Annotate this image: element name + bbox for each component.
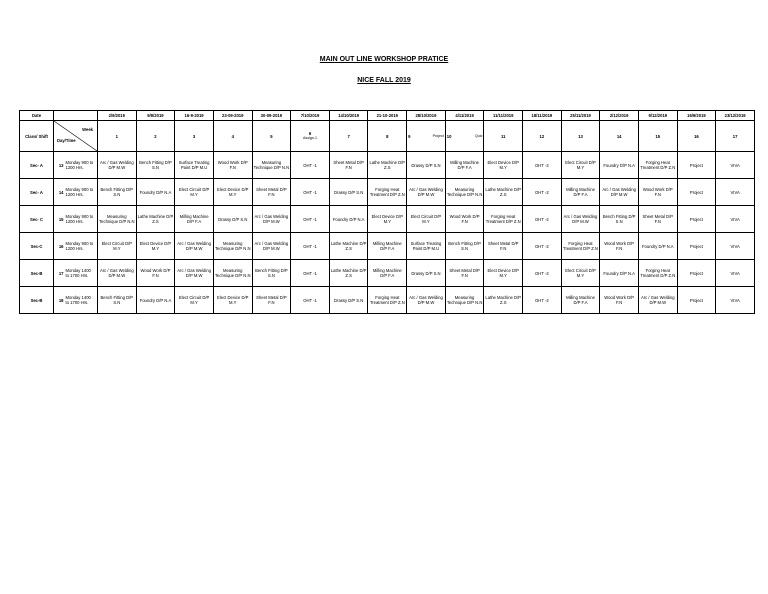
schedule-cell: Arc / Gas Welding D/P M.W [175, 260, 214, 287]
day-time-label: Day/Time [57, 138, 76, 143]
schedule-cell: Elect Device D/P M.Y [213, 287, 252, 314]
schedule-cell: Foundry D/P N.A [136, 179, 175, 206]
week-header-cell: 17 [716, 121, 755, 152]
schedule-cell: Foundry D/P N.A [136, 287, 175, 314]
schedule-cell: Forging Heat Treatment D/P Z.N [484, 206, 523, 233]
table-row [20, 233, 755, 260]
schedule-cell: Elect Circuit D/P M.Y [175, 179, 214, 206]
schedule-cell: Wood Work D/P F.N [136, 260, 175, 287]
date-header-cell: 4/11/2019 [445, 111, 484, 121]
schedule-cell: OHT -1 [291, 206, 330, 233]
date-header-cell: 2/12/2019 [600, 111, 639, 121]
week-header-cell: 12 [523, 121, 562, 152]
week-split [408, 134, 444, 139]
schedule-cell: OHT -2 [523, 152, 562, 179]
schedule-cell: Arc / Gas Welding D/P M.W [407, 179, 446, 206]
schedule-cell: OHT -2 [523, 260, 562, 287]
section-cell: Sec- A [20, 179, 54, 206]
section-cell: Sec-C [20, 233, 54, 260]
week-number: 6 [308, 131, 312, 136]
table-row [20, 179, 755, 206]
schedule-cell: OHT -2 [523, 206, 562, 233]
schedule-cell: Foundry D/P N.A [638, 233, 677, 260]
schedule-cell: Drassy D/P S.N [213, 206, 252, 233]
week-header-cell: 7 [329, 121, 368, 152]
schedule-cell: VIVA [716, 206, 755, 233]
schedule-cell: Sheet Metal D/P F.N [638, 206, 677, 233]
schedule-cell: Project [677, 179, 716, 206]
schedule-cell: Lathe Machine D/P Z.S [484, 287, 523, 314]
slot-cell [54, 233, 98, 260]
week-header-cell: 3 [175, 121, 214, 152]
schedule-cell: VIVA [716, 152, 755, 179]
schedule-cell: Foundry D/P N.A [600, 260, 639, 287]
schedule-cell: Measuring Technique D/P N.N [445, 287, 484, 314]
schedule-cell: Arc / Gas Welding D/P M.W [252, 206, 291, 233]
schedule-cell: Drassy D/P S.N [407, 152, 446, 179]
schedule-cell: OHT -1 [291, 260, 330, 287]
schedule-cell: VIVA [716, 287, 755, 314]
schedule-cell: Elect Device D/P M.Y [368, 206, 407, 233]
schedule-cell: Elect Circuit D/P M.Y [98, 233, 137, 260]
schedule-cell: Arc / Gas Welding D/P M.W [252, 233, 291, 260]
date-header-cell: 16-9-2019 [175, 111, 214, 121]
schedule-cell: OHT -1 [291, 179, 330, 206]
schedule-cell: Lathe Machine D/P Z.S [368, 152, 407, 179]
schedule-cell: Wood Work D/P F.N [600, 233, 639, 260]
week-header-cell: 5 [252, 121, 291, 152]
schedule-cell: Elect Circuit D/P M.Y [561, 152, 600, 179]
week-header-cell: 4 [213, 121, 252, 152]
schedule-cell: Arc / Gas Welding D/P M.W [98, 260, 137, 287]
schedule-cell: Drassy D/P S.N [329, 179, 368, 206]
section-cell: Sec- C [20, 206, 54, 233]
schedule-cell: Elect Device D/P M.Y [484, 260, 523, 287]
schedule-cell: Lathe Machine D/P Z.S [329, 260, 368, 287]
slot-cell [54, 206, 98, 233]
schedule-cell: Sheet Metal D/P F.N [252, 287, 291, 314]
day-time: Monday 900 to 1200 Hrs. [65, 160, 94, 170]
schedule-cell: Project [677, 260, 716, 287]
group-number: 17 [58, 270, 64, 276]
schedule-cell: Milling Machine D/P F.A [561, 287, 600, 314]
schedule-cell: Elect Device D/P M.Y [484, 152, 523, 179]
date-header-cell: 16/9/2019 [677, 111, 716, 121]
schedule-cell: Elect Device D/P M.Y [136, 233, 175, 260]
date-header-cell: 23-09-2019 [213, 111, 252, 121]
schedule-cell: Wood Work D/P F.N [638, 179, 677, 206]
schedule-cell: Arc / Gas Welding D/P M.W [98, 152, 137, 179]
schedule-cell: Bench Fitting D/P S.N [600, 206, 639, 233]
date-label: Date [20, 111, 54, 121]
schedule-cell: Bench Fitting D/P S.N [98, 287, 137, 314]
schedule-cell: Measuring Technique D/P N.N [213, 260, 252, 287]
week-header-cell: 2 [136, 121, 175, 152]
week-header-cell: 15 [638, 121, 677, 152]
schedule-cell: Sheet Metal D/P F.N [329, 152, 368, 179]
schedule-cell: Wood Work D/P F.N [445, 206, 484, 233]
date-header-cell: 11/11/2019 [484, 111, 523, 121]
schedule-cell: OHT -1 [291, 233, 330, 260]
date-header-row [20, 111, 755, 121]
table-row [20, 206, 755, 233]
schedule-cell: Arc / Gas Welding D/P M.W [600, 179, 639, 206]
date-header-cell: 14/10/2019 [329, 111, 368, 121]
date-header-cell: 21-10-2019 [368, 111, 407, 121]
table-row [20, 260, 755, 287]
schedule-table [19, 110, 755, 314]
class-shift-label: Class/ Shift [20, 121, 54, 152]
day-time: Monday 1400 to 1700 Hrs. [65, 295, 91, 305]
schedule-cell: Project [677, 233, 716, 260]
date-header-cell: 9/9/2019 [136, 111, 175, 121]
week-header-cell: 13 [561, 121, 600, 152]
day-time: Monday 1400 to 1700 Hrs. [65, 268, 91, 278]
schedule-cell: Foundry D/P N.A [600, 152, 639, 179]
schedule-cell: Elect Circuit D/P M.Y [407, 206, 446, 233]
schedule-cell: OHT -2 [523, 179, 562, 206]
schedule-cell: VIVA [716, 179, 755, 206]
section-cell: Sec-B [20, 260, 54, 287]
week-header-cell: 14 [600, 121, 639, 152]
schedule-cell: Lathe Machine D/P Z.S [484, 179, 523, 206]
schedule-cell: Measuring Technique D/P N.N [252, 152, 291, 179]
schedule-cell: Wood Work D/P F.N [600, 287, 639, 314]
schedule-cell: Measuring Technique D/P N.N [213, 233, 252, 260]
week-day-time-header [54, 121, 98, 152]
schedule-cell: Elect Circuit D/P M.Y [561, 260, 600, 287]
date-header-cell: 30-09-2019 [252, 111, 291, 121]
slot-cell [54, 179, 98, 206]
date-header-cell: 18/11/2019 [523, 111, 562, 121]
date-label-spacer [54, 111, 98, 121]
schedule-cell: OHT -2 [523, 233, 562, 260]
week-number: 10 [446, 133, 452, 139]
schedule-cell: Elect Circuit D/P M.Y [175, 287, 214, 314]
week-header-cell [291, 121, 330, 152]
schedule-cell: Lathe Machine D/P Z.S [329, 233, 368, 260]
schedule-cell: VIVA [716, 233, 755, 260]
schedule-cell: Wood Work D/P F.N [213, 152, 252, 179]
group-number: 13 [58, 162, 64, 168]
schedule-cell: Foundry D/P N.A [329, 206, 368, 233]
schedule-cell: VIVA [716, 260, 755, 287]
page-title: MAIN OUT LINE WORKSHOP PRATICE [319, 56, 449, 63]
group-number: 14 [58, 189, 64, 195]
schedule-cell: Project [677, 152, 716, 179]
table-row [20, 287, 755, 314]
schedule-cell: Project [677, 287, 716, 314]
schedule-cell: Drassy D/P S.N [329, 287, 368, 314]
schedule-body [20, 111, 755, 314]
week-label: Week [82, 127, 93, 132]
week-header-cell: 16 [677, 121, 716, 152]
schedule-cell: Bench Fitting D/P S.N [136, 152, 175, 179]
slot-cell [54, 287, 98, 314]
week-note: Assign-1 [303, 136, 318, 140]
schedule-cell: Milling Machine D/P F.A [445, 152, 484, 179]
schedule-cell: Bench Fitting D/P S.N [98, 179, 137, 206]
schedule-cell: Measuring Technique D/P N.N [98, 206, 137, 233]
schedule-cell: Measuring Technique D/P N.N [445, 179, 484, 206]
schedule-cell: Milling Machine D/P F.A [175, 206, 214, 233]
week-header-cell [407, 121, 446, 152]
week-header-cell [445, 121, 484, 152]
schedule-cell: Arc / Gas Welding D/P M.W [561, 206, 600, 233]
schedule-cell: Milling Machine D/P F.A [368, 233, 407, 260]
date-header-cell: 2/9/2019 [98, 111, 137, 121]
section-cell: Sec-B [20, 287, 54, 314]
day-time: Monday 900 to 1200 Hrs. [65, 241, 94, 251]
schedule-cell: Elect Device D/P M.Y [213, 179, 252, 206]
slot-cell [54, 152, 98, 179]
date-header-cell: 7/10/2019 [291, 111, 330, 121]
schedule-cell: Forging Heat Treatment D/P Z.N [561, 233, 600, 260]
group-number: 16 [58, 243, 64, 249]
group-number: 18 [58, 297, 64, 303]
schedule-cell: Milling Machine D/P F.A [368, 260, 407, 287]
schedule-cell: Sheet Metal D/P F.N [252, 179, 291, 206]
schedule-cell: Arc / Gas Welding D/P M.W [638, 287, 677, 314]
schedule-cell: OHT -1 [291, 287, 330, 314]
schedule-cell: OHT -2 [523, 287, 562, 314]
date-header-cell: 9/12/2019 [638, 111, 677, 121]
day-time: Monday 900 to 1200 Hrs. [65, 187, 94, 197]
week-header-cell: 11 [484, 121, 523, 152]
date-header-cell: 28/10/2019 [407, 111, 446, 121]
week-note: Quiz [475, 133, 483, 138]
slot-cell [54, 260, 98, 287]
date-header-cell: 23/12/2019 [716, 111, 755, 121]
page-subtitle: NICE FALL 2019 [357, 77, 411, 84]
schedule-cell: Surface Treating Paint D/P M.U [175, 152, 214, 179]
section-cell: Sec- A [20, 152, 54, 179]
schedule-cell: Forging Heat Treatment D/P Z.N [638, 260, 677, 287]
schedule-cell: Bench Fitting D/P S.N [445, 233, 484, 260]
group-number: 15 [58, 216, 64, 222]
schedule-cell: OHT -1 [291, 152, 330, 179]
schedule-cell: Bench Fitting D/P S.N [252, 260, 291, 287]
schedule-cell: Forging Heat Treatment D/P Z.N [368, 287, 407, 314]
schedule-cell: Arc / Gas Welding D/P M.W [407, 287, 446, 314]
schedule-cell: Forging Heat Treatment D/P Z.N [638, 152, 677, 179]
schedule-cell: Lathe Machine D/P Z.S [136, 206, 175, 233]
week-note: Project [432, 133, 444, 138]
schedule-cell: Sheet Metal D/P F.N [445, 260, 484, 287]
date-header-cell: 25/11/2019 [561, 111, 600, 121]
schedule-cell: Surface Treating Paint D/P M.U [407, 233, 446, 260]
diagonal-divider [54, 121, 97, 151]
table-row [20, 152, 755, 179]
schedule-cell: Arc / Gas Welding D/P M.W [175, 233, 214, 260]
week-split [447, 134, 483, 139]
week-header-cell: 8 [368, 121, 407, 152]
schedule-cell: Milling Machine D/P F.A [561, 179, 600, 206]
schedule-cell: Sheet Metal D/P F.N [484, 233, 523, 260]
week-header-cell: 1 [98, 121, 137, 152]
schedule-cell: Forging Heat Treatment D/P Z.N [368, 179, 407, 206]
week-number: 9 [408, 133, 411, 139]
week-header-row [20, 121, 755, 152]
day-time: Monday 900 to 1200 Hrs. [65, 214, 94, 224]
schedule-cell: Project [677, 206, 716, 233]
schedule-cell: Drassy D/P S.N [407, 260, 446, 287]
